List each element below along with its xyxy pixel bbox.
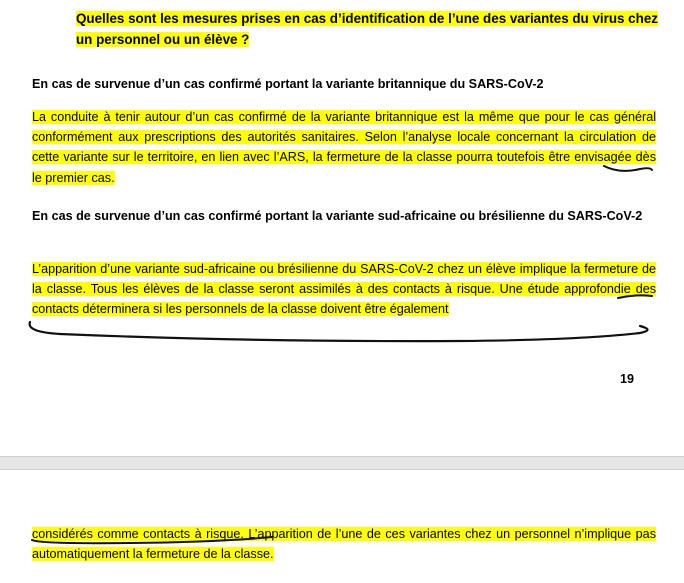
paragraph-continuation: [32, 524, 656, 564]
question-title: [76, 8, 661, 50]
paragraph-british-text: La conduite à tenir autour d’un cas confirmé de la variante britannique est la même que pour le cas général conformément aux prescriptions des autorités sanitaires. Selon l’analyse locale concernant la circulation de cette variante sur le territoire, en lien avec l’ARS, la fermeture de la classe pourra toutefois être envisagée dès le premier cas.: [32, 110, 656, 185]
paragraph-south-african-brazilian-variant: [32, 259, 656, 320]
paragraph-south-african-text: L’apparition d’une variante sud-africaine ou brésilienne du SARS-CoV-2 chez un élève implique la fermeture de la classe. Tous les élèves de la classe seront assimilés à des contacts à risque. Une étude approfondie des contacts déterminera si les personnels de la classe doivent être également: [32, 262, 656, 317]
paragraph-continuation-text: considérés comme contacts à risque. L’apparition de l’une de ces variantes chez un personnel n’implique pas automatiquement la fermeture de la classe.: [32, 527, 656, 562]
section-heading-british-variant: En cas de survenue d’un cas confirmé portant la variante britannique du SARS-CoV-2: [32, 77, 544, 91]
page-separator: [0, 456, 684, 470]
section-heading-south-african-brazilian-variant: En cas de survenue d’un cas confirmé portant la variante sud-africaine ou brésilienne du SARS-CoV-2: [32, 209, 643, 223]
page-number: 19: [620, 372, 635, 386]
paragraph-british-variant: [32, 107, 656, 188]
question-text: Quelles sont les mesures prises en cas d’identification de l’une des variantes du virus chez un personnel ou un élève ?: [76, 11, 658, 47]
document-page-2: [0, 470, 684, 583]
